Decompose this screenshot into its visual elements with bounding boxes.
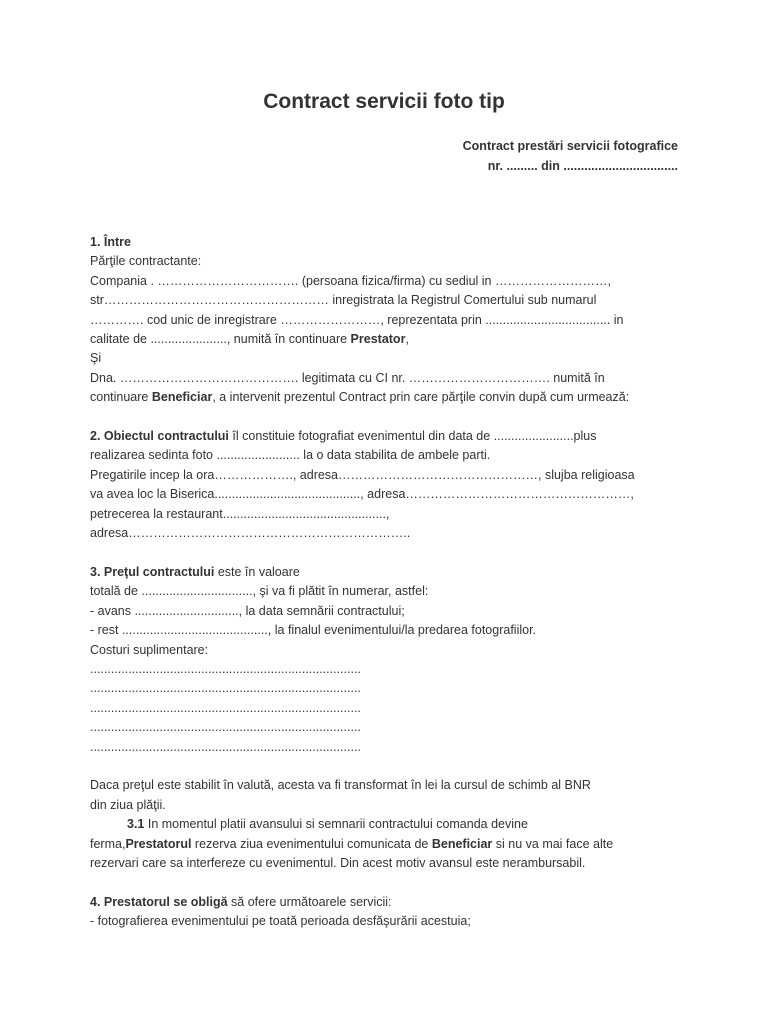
contract-subtitle	[463, 136, 678, 176]
section-4-line: 4. Prestatorul se obligă să ofere următoarele servicii:	[90, 894, 392, 909]
section-1-heading: 1. Între	[90, 235, 131, 249]
section-3-heading: 3. Preţul contractului	[90, 564, 215, 579]
dotted-line: ..............................................................................	[90, 739, 361, 754]
section-2-line: realizarea sedinta foto ........................ la o data stabilita de ambele parti.	[90, 448, 491, 463]
section-3-line: - rest .........................................., la finalul evenimentului/la predarea fotografiilor.	[90, 623, 537, 638]
dotted-line: ..............................................................................	[90, 681, 361, 696]
document-body	[90, 233, 680, 932]
section-1-line: calitate de ......................, numită în continuare Prestator,	[90, 332, 409, 347]
section-2-line: adresa…………………………………………………………..	[90, 526, 411, 541]
section-1-line: Şi	[90, 351, 102, 366]
subtitle-line-1: Contract prestări servicii fotografice	[462, 139, 678, 153]
section-2-line: petrecerea la restaurant...............................................,	[90, 506, 390, 521]
section-1-line: str……………………………………………… inregistrata la Registrul Comertului sub numarul	[90, 293, 597, 308]
section-1-line: Părţile contractante:	[90, 254, 202, 269]
section-2-line: va avea loc la Biserica.........................................., adresa………………………………………………,	[90, 487, 634, 502]
section-2-line: 2. Obiectul contractului îl constituie fotografiat evenimentul din data de .......................plus	[90, 429, 597, 444]
section-4-line: - fotografierea evenimentului pe toată perioada desfăşurării acestuia;	[90, 914, 471, 929]
dotted-line: ..............................................................................	[90, 661, 361, 676]
section-2-line: Pregatirile incep la ora………………., adresa…………………………………………, slujba religioasa	[90, 467, 635, 482]
section-4-heading: 4. Prestatorul se obligă	[90, 894, 228, 909]
section-3-line: 3. Preţul contractului este în valoare	[90, 564, 300, 579]
section-3-line: - avans .............................., la data semnării contractului;	[90, 603, 405, 618]
section-3-line: rezervari care sa interfereze cu evenimentul. Din acest motiv avansul este nerambursabil.	[90, 855, 586, 870]
prestator-term: Prestatorul	[125, 836, 192, 851]
subtitle-line-2: nr. ......... din .................................	[487, 159, 678, 173]
beneficiar-term: Beneficiar	[431, 836, 493, 851]
document-title: Contract servicii foto tip	[263, 90, 505, 113]
beneficiar-term: Beneficiar	[151, 390, 213, 405]
section-3-line: ferma,Prestatorul rezerva ziua evenimentului comunicata de Beneficiar si nu va mai face alte	[90, 836, 614, 851]
section-3-line: totală de ................................, şi va fi plătit în numerar, astfel:	[90, 584, 429, 599]
dotted-line: ..............................................................................	[90, 720, 361, 735]
section-1-line: Dna. ……………………………………. legitimata cu CI nr. ……………………………. numită în	[90, 370, 605, 385]
section-3-line: Costuri suplimentare:	[90, 642, 209, 657]
prestator-term: Prestator	[350, 332, 406, 347]
section-1-line: continuare Beneficiar, a intervenit prezentul Contract prin care părţile convin după cum urmează:	[90, 390, 630, 405]
section-2-heading: 2. Obiectul contractului	[90, 429, 229, 444]
section-1-line: …………. cod unic de inregistrare ……………………, reprezentata prin .................................... in	[90, 312, 624, 327]
subclause-3-1: 3.1 In momentul platii avansului si semnarii contractului comanda devine	[127, 817, 528, 832]
section-3-line: din ziua plăţii.	[90, 797, 166, 812]
subclause-number: 3.1	[127, 817, 145, 832]
section-3-line: Daca preţul este stabilit în valută, acesta va fi transformat în lei la cursul de schimb al BNR	[90, 778, 591, 793]
dotted-line: ..............................................................................	[90, 700, 361, 715]
section-1-line: Compania . ……………………………. (persoana fizica/firma) cu sediul in ………………………,	[90, 273, 611, 288]
